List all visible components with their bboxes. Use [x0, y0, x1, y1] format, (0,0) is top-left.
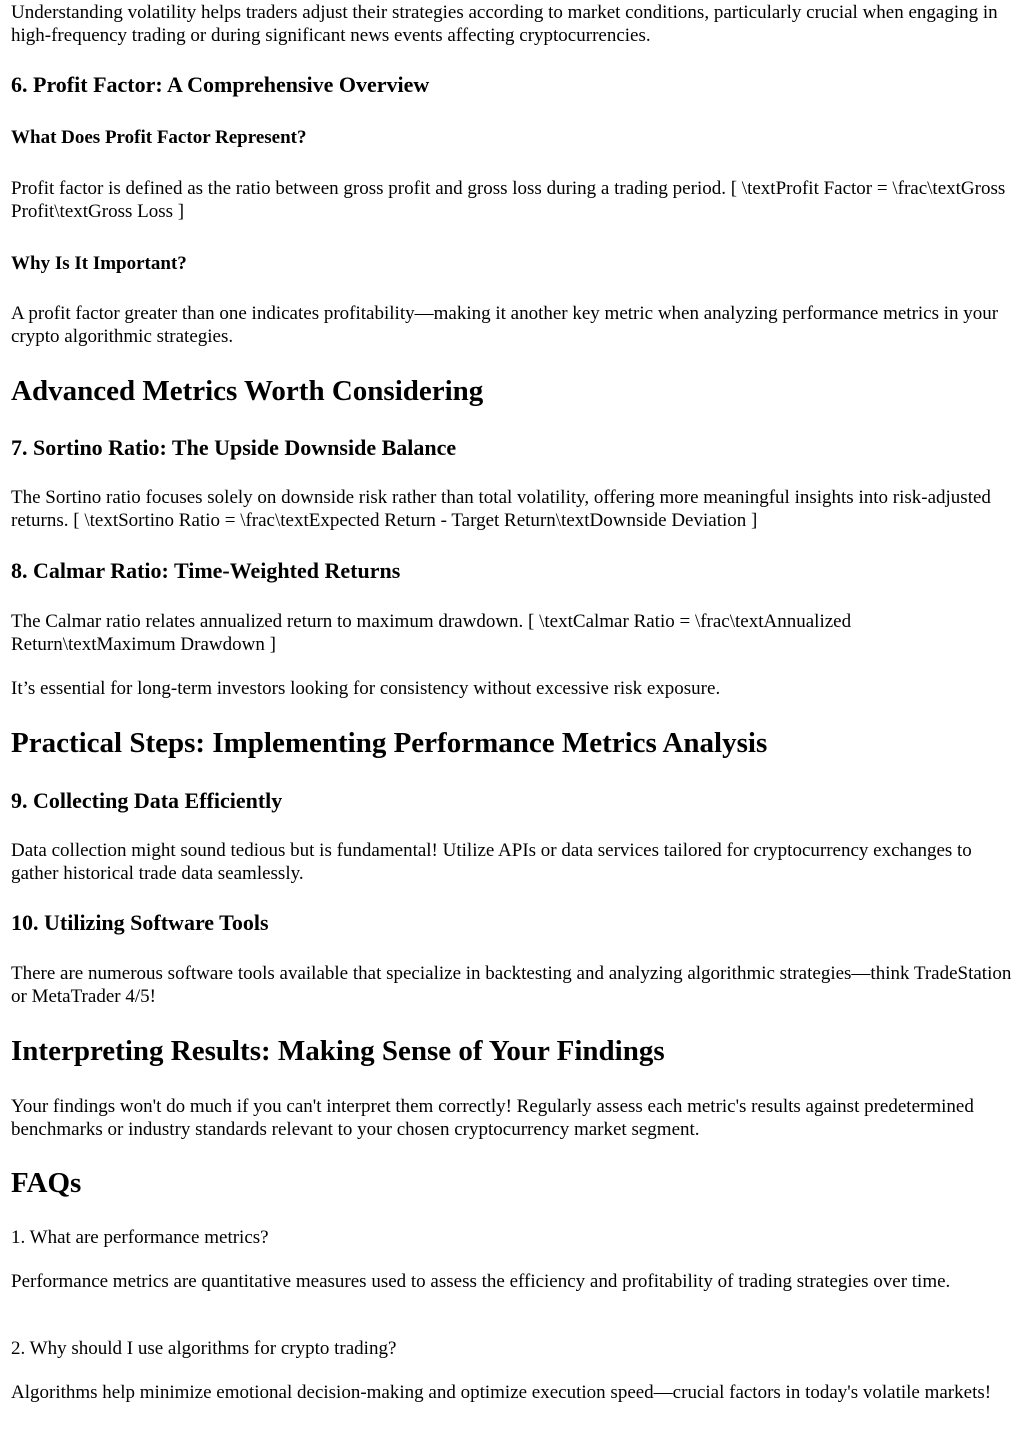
- faq-question-1: 1. What are performance metrics?: [11, 1227, 269, 1248]
- faq-answer-1: Performance metrics are quantitative measures used to assess the efficiency and profitability of trading strategies over time.: [11, 1271, 951, 1292]
- advanced-metrics-heading: Advanced Metrics Worth Considering: [11, 375, 484, 407]
- interpreting-results-heading: Interpreting Results: Making Sense of Your Findings: [11, 1035, 665, 1067]
- calmar-heading: 8. Calmar Ratio: Time-Weighted Returns: [11, 558, 401, 583]
- profit-factor-importance: A profit factor greater than one indicates profitability—making it another key metric when analyzing performance metrics in your crypto algorithmic strategies.: [11, 303, 999, 347]
- software-tools-heading: 10. Utilizing Software Tools: [11, 910, 269, 935]
- collecting-data-paragraph: Data collection might sound tedious but is fundamental! Utilize APIs or data services tailored for cryptocurrency exchanges to gather historical trade data seamlessly.: [11, 840, 972, 884]
- volatility-paragraph: Understanding volatility helps traders adjust their strategies according to market conditions, particularly crucial when engaging in high-frequency trading or during significant news events affecting cryptocurrencies.: [11, 2, 998, 46]
- profit-factor-heading: 6. Profit Factor: A Comprehensive Overview: [11, 72, 430, 97]
- calmar-paragraph: The Calmar ratio relates annualized return to maximum drawdown. [ \textCalmar Ratio = \frac\textAnnualized Return\textMaximum Drawdown ]: [11, 611, 852, 655]
- interpreting-results-paragraph: Your findings won't do much if you can't interpret them correctly! Regularly assess each metric's results against predetermined benchmarks or industry standards relevant to your chosen cryptocurrency market segment.: [11, 1096, 974, 1140]
- software-tools-paragraph: There are numerous software tools available that specialize in backtesting and analyzing algorithmic strategies—think TradeStation or MetaTrader 4/5!: [11, 963, 1012, 1007]
- sortino-heading: 7. Sortino Ratio: The Upside Downside Balance: [11, 435, 457, 460]
- practical-steps-heading: Practical Steps: Implementing Performance Metrics Analysis: [11, 727, 768, 759]
- profit-factor-question-1: What Does Profit Factor Represent?: [11, 127, 307, 148]
- faqs-heading: FAQs: [11, 1167, 82, 1199]
- calmar-note: It’s essential for long-term investors looking for consistency without excessive risk exposure.: [11, 678, 721, 699]
- faq-answer-2: Algorithms help minimize emotional decision-making and optimize execution speed—crucial factors in today's volatile markets!: [11, 1382, 992, 1403]
- faq-question-2: 2. Why should I use algorithms for crypto trading?: [11, 1338, 397, 1359]
- profit-factor-question-2: Why Is It Important?: [11, 253, 187, 274]
- profit-factor-definition: Profit factor is defined as the ratio between gross profit and gross loss during a trading period. [ \textProfit Factor = \frac\textGross Profit\textGross Loss ]: [11, 178, 1006, 222]
- sortino-paragraph: The Sortino ratio focuses solely on downside risk rather than total volatility, offering more meaningful insights into risk-adjusted returns. [ \textSortino Ratio = \frac\textExpected Return - Target Return\textDownside Deviation ]: [11, 487, 991, 531]
- collecting-data-heading: 9. Collecting Data Efficiently: [11, 788, 283, 813]
